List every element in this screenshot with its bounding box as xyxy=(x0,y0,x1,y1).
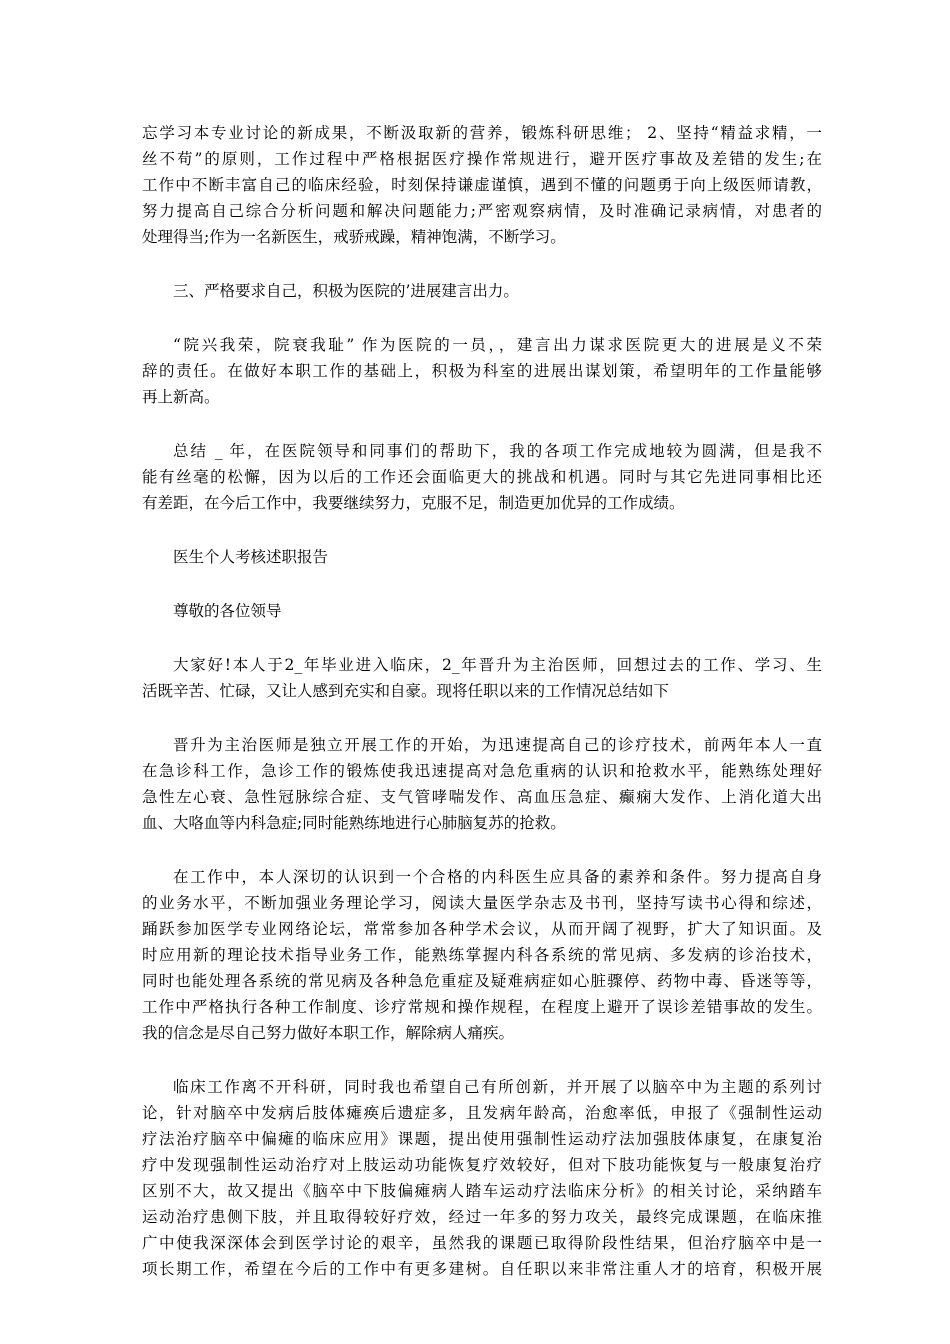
paragraph-emergency-work xyxy=(142,732,822,836)
text-line: 项长期工作，希望在今后的工作中有更多建树。自任职以来非常注重人才的培育，积极开展 xyxy=(142,1260,822,1278)
text-line: 丝不苟”的原则，工作过程中严格根据医疗操作常规进行，避开医疗事故及差错的发生;在 xyxy=(142,150,822,168)
salutation xyxy=(142,598,822,624)
text-line: 大家好!本人于2_年毕业进入临床，2_年晋升为主治医师，回想过去的工作、学习、生 xyxy=(173,656,822,674)
text-line: 三、严格要求自己，积极为医院的’进展建言出力。 xyxy=(173,282,519,300)
text-line: 急性左心衰、急性冠脉综合症、支气管哮喘发作、高血压急症、癫痫大发作、上消化道大出 xyxy=(142,788,822,806)
text-line: 广中使我深深体会到医学讨论的艰辛，虽然我的课题已取得阶段性结果，但治疗脑卒中是一 xyxy=(142,1234,822,1252)
text-line: 论，针对脑卒中发病后肢体瘫痪后遗症多，且发病年龄高，治愈率低，申报了《强制性运动 xyxy=(142,1104,822,1122)
text-line: 运动治疗患侧下肢，并且取得较好疗效，经过一年多的努力攻关，最终完成课题，在临床推 xyxy=(142,1208,822,1226)
paragraph-hospital-motto xyxy=(142,332,822,410)
text-line: 辞的责任。在做好本职工作的基础上，积极为科室的进展出谋划策，希望明年的工作量能够 xyxy=(142,362,822,380)
paragraph-continuation xyxy=(142,120,822,250)
text-line: 活既辛苦、忙碌，又让人感到充实和自豪。现将任职以来的工作情况总结如下 xyxy=(142,682,670,700)
text-line: 有差距，在今后工作中，我要继续努力，克服不足，制造更加优异的工作成绩。 xyxy=(142,494,685,512)
paragraph-professional-growth xyxy=(142,864,822,1046)
text-line: 努力提高自己综合分析问题和解决问题能力;严密观察病情，及时准确记录病情，对患者的 xyxy=(142,202,822,220)
text-line: 的业务水平，不断加强业务理论学习，阅读大量医学杂志及书刊，坚持写读书心得和综述， xyxy=(142,894,822,912)
paragraph-research xyxy=(142,1074,822,1282)
text-line: 临床工作离不开科研，同时我也希望自己有所创新，并开展了以脑卒中为主题的系列讨 xyxy=(173,1078,822,1096)
text-line: 总结 _ 年，在医院领导和同事们的帮助下，我的各项工作完成地较为圆满，但是我不 xyxy=(173,442,822,460)
text-line: “院兴我荣，院衰我耻” 作为医院的一员，，建言出力谋求医院更大的进展是义不荣 xyxy=(173,336,822,354)
text-line: 工作中不断丰富自己的临床经验，时刻保持谦虚谨慎，遇到不懂的问题勇于向上级医师请教， xyxy=(142,176,822,194)
text-line: 时应用新的理论技术指导业务工作，能熟练掌握内科各系统的常见病、多发病的诊治技术， xyxy=(142,946,822,964)
text-line: 疗法治疗脑卒中偏瘫的临床应用》课题，提出使用强制性运动疗法加强肢体康复，在康复治 xyxy=(142,1130,822,1148)
paragraph-greeting xyxy=(142,652,822,704)
text-line: 在急诊科工作，急诊工作的锻炼使我迅速提高对急危重病的认识和抢救水平，能熟练处理好 xyxy=(142,762,822,780)
text-line: 踊跃参加医学专业网络论坛，常常参加各种学术会议，从而开阔了视野，扩大了知识面。及 xyxy=(142,920,822,938)
text-line: 在工作中，本人深切的认识到一个合格的内科医生应具备的素养和条件。努力提高自身 xyxy=(173,868,822,886)
report-title xyxy=(142,544,822,570)
section-heading-three xyxy=(142,278,822,304)
text-line: 忘学习本专业讨论的新成果，不断汲取新的营养，锻炼科研思维； 2、坚持“精益求精，一 xyxy=(142,124,822,142)
text-line: 同时也能处理各系统的常见病及各种急危重症及疑难病症如心脏骤停、药物中毒、昏迷等等， xyxy=(142,972,822,990)
text-line: 区别不大，故又提出《脑卒中下肢偏瘫病人踏车运动疗法临床分析》的相关讨论，采纳踏车 xyxy=(142,1182,822,1200)
text-line: 处理得当;作为一名新医生，戒骄戒躁，精神饱满，不断学习。 xyxy=(142,228,566,246)
text-line: 工作中严格执行各种工作制度、诊疗常规和操作规程，在程度上避开了误诊差错事故的发生。 xyxy=(142,998,822,1016)
text-line: 医生个人考核述职报告 xyxy=(173,548,329,566)
text-line: 疗中发现强制性运动治疗对上肢运动功能恢复疗效较好，但对下肢功能恢复与一般康复治疗 xyxy=(142,1156,822,1174)
text-line: 晋升为主治医师是独立开展工作的开始，为迅速提高自己的诊疗技术，前两年本人一直 xyxy=(173,736,822,754)
text-line: 再上新高。 xyxy=(142,388,220,406)
text-line: 我的信念是尽自己努力做好本职工作，解除病人痛疾。 xyxy=(142,1024,515,1042)
text-line: 能有丝毫的松懈，因为以后的工作还会面临更大的挑战和机遇。同时与其它先进同事相比还 xyxy=(142,468,822,486)
text-line: 血、大咯血等内科急症;同时能熟练地进行心肺脑复苏的抢救。 xyxy=(142,814,566,832)
paragraph-summary xyxy=(142,438,822,516)
text-line: 尊敬的各位领导 xyxy=(173,602,282,620)
document-page xyxy=(142,120,822,1310)
